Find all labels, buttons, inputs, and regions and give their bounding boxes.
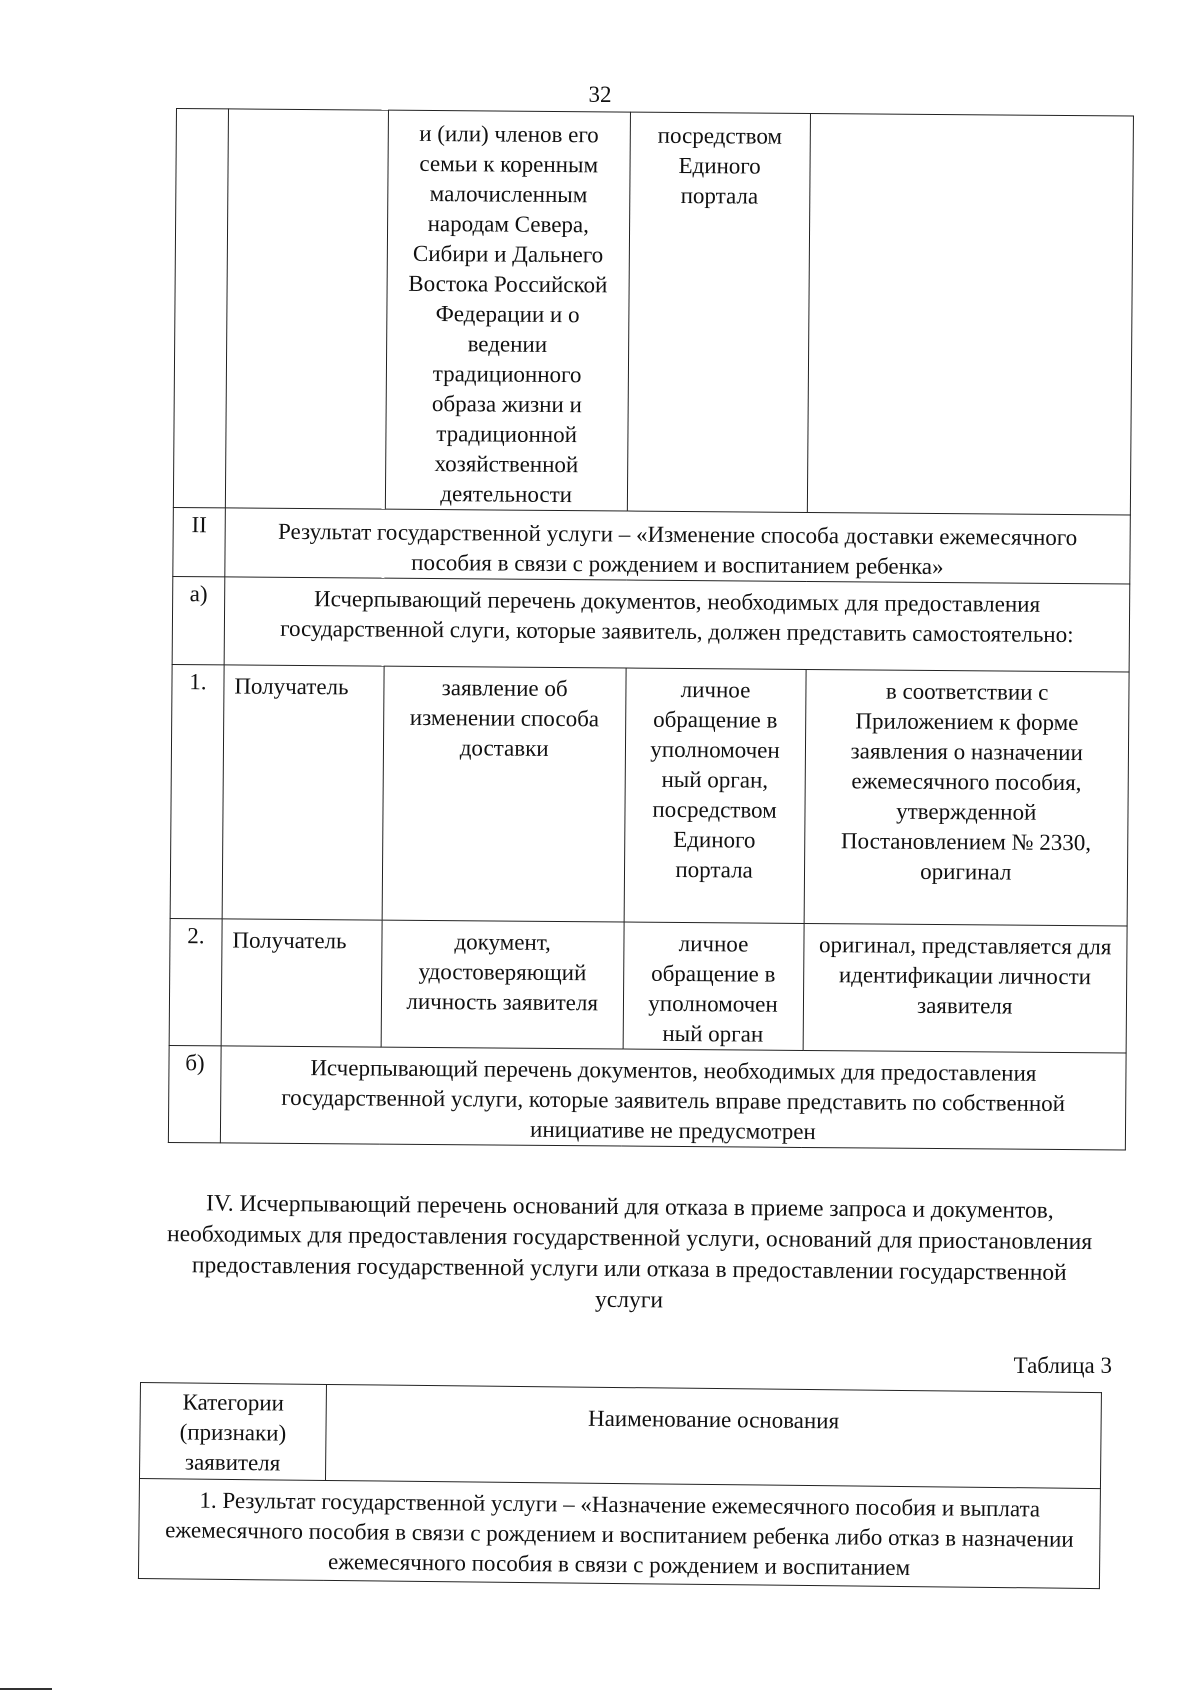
subsection-title: Исчерпывающий перечень документов, необходимых для предоставления государственной услуги, которые заявитель вправе представить по собственной инициативе не предусмотрен: [220, 1046, 1126, 1150]
table-row: [138, 1479, 1100, 1589]
subsection-row: [172, 576, 1130, 672]
section-number: II: [173, 507, 225, 576]
document-cell: и (или) членов его семьи к коренным малочисленным народам Севера, Сибири и Дальнего Востока Российской Федерации и о ведении традиционного образа жизни и традиционной хозяйственной деятельности: [385, 110, 630, 511]
refusal-grounds-table: [138, 1382, 1102, 1589]
method-cell: личное обращение в уполномочен ный орган: [623, 922, 804, 1050]
documents-table: [168, 108, 1134, 1150]
result-row: 1. Результат государственной услуги – «Назначение ежемесячного пособия и выплата ежемесячного пособия в связи с рождением и воспитанием ребенка либо отказ в назначении ежемесячного пособия в связи с рождением и воспитанием: [138, 1479, 1100, 1589]
table-row: [169, 918, 1127, 1053]
subsection-title: Исчерпывающий перечень документов, необходимых для предоставления государственной слуги, которые заявитель, должен представить самостоятельно:: [224, 577, 1130, 672]
row-number: 1.: [170, 664, 224, 918]
subsection-number: а): [172, 576, 225, 664]
section-row: [173, 507, 1131, 584]
page-number: 32: [588, 82, 612, 107]
recipient-cell: Получатель: [222, 665, 384, 920]
table-cell: [225, 109, 388, 509]
row-number: 2.: [169, 918, 222, 1045]
table-label: Таблица 3: [1013, 1353, 1112, 1378]
document-cell: заявление об изменении способа доставки: [382, 666, 626, 922]
method-cell: личное обращение в уполномочен ный орган, посредством Единого портала: [624, 668, 806, 923]
subsection-number: б): [168, 1045, 221, 1142]
table-header-row: [139, 1383, 1101, 1489]
section-iv-heading: IV. Исчерпывающий перечень оснований для отказа в приеме запроса и документов, необходимых для предоставления государственной услуги, оснований для приостановления предоставления государственной услуги или отказа в предоставлении государственной услуги: [166, 1190, 1093, 1314]
subsection-row: [168, 1045, 1126, 1150]
column-header-name: Наименование основания: [325, 1384, 1101, 1488]
table-row: [170, 664, 1129, 926]
page-edge-mark: [0, 1688, 52, 1690]
recipient-cell: Получатель: [221, 919, 382, 1047]
section-title: Результат государственной услуги – «Изменение способа доставки ежемесячного пособия в связи с рождением и воспитанием ребенка»: [225, 508, 1131, 584]
table-cell: [173, 109, 228, 508]
table-row: [173, 109, 1133, 516]
requirement-cell: в соответствии с Приложением к форме заявления о назначении ежемесячного пособия, утвержденной Постановлением № 2330, оригинал: [804, 669, 1129, 926]
requirement-cell: [807, 113, 1134, 515]
document-cell: документ, удостоверяющий личность заявителя: [381, 920, 624, 1049]
requirement-cell: оригинал, представляется для идентификации личности заявителя: [803, 923, 1127, 1053]
method-cell: посредством Единого портала: [627, 112, 810, 512]
column-header-category: Категории (признаки) заявителя: [139, 1383, 326, 1481]
